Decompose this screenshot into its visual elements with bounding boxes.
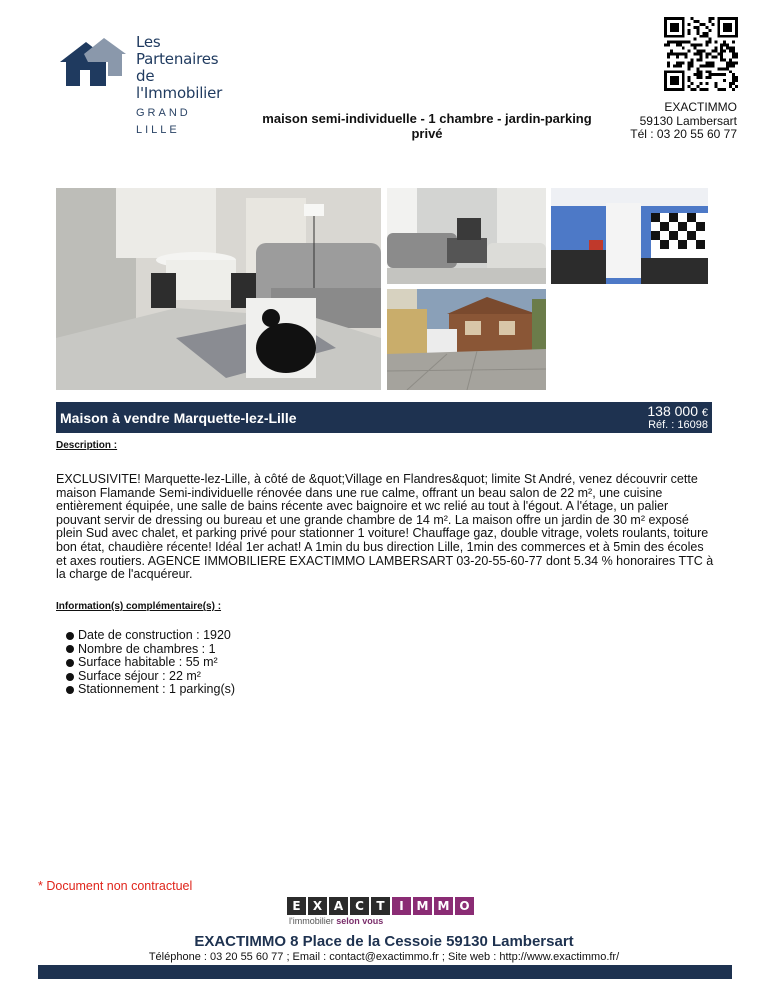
bullet-icon [66, 673, 74, 681]
footer-bar [38, 965, 732, 979]
listing-price [647, 403, 708, 419]
logo-line-2: de l'Immobilier [136, 67, 223, 102]
qr-code [664, 17, 738, 91]
logo-letter-tile: I [392, 897, 411, 915]
description-heading: Description : [56, 440, 118, 451]
disclaimer: * Document non contractuel [38, 879, 193, 893]
listing-banner [56, 402, 712, 433]
logo-letter-tile: C [350, 897, 369, 915]
list-item: Date de construction : 1920 [66, 629, 235, 643]
footer-agency-line: EXACTIMMO 8 Place de la Cessoie 59130 Lambersart [194, 933, 574, 950]
price-currency: € [701, 407, 708, 419]
bullet-icon [66, 645, 74, 653]
logo-letter-tile: T [371, 897, 390, 915]
agency-header-block [630, 101, 737, 142]
agency-name: EXACTIMMO [664, 100, 737, 114]
logo-letter-tile: M [413, 897, 432, 915]
bullet-icon [66, 659, 74, 667]
list-item: Nombre de chambres : 1 [66, 643, 235, 657]
photo-garden-chalet[interactable] [387, 289, 546, 390]
photo-kitchen[interactable] [551, 188, 708, 284]
logo-line-1: Les Partenaires [136, 33, 219, 68]
agency-city: 59130 Lambersart [639, 113, 737, 128]
photo-living-room[interactable] [387, 188, 546, 284]
photo-main-living-room[interactable] [56, 188, 381, 390]
info-heading: Information(s) complémentaire(s) : [56, 601, 222, 612]
list-item: Surface séjour : 22 m² [66, 670, 235, 684]
list-item: Stationnement : 1 parking(s) [66, 683, 235, 697]
logo-line-3: GRAND LILLE [136, 107, 191, 136]
exactimmo-tagline: l'immobilier selon vous [289, 916, 384, 926]
house-logo-icon [56, 36, 130, 88]
bullet-icon [66, 632, 74, 640]
list-item: Surface habitable : 55 m² [66, 656, 235, 670]
exactimmo-logo [287, 897, 476, 926]
logo-letter-tile: O [455, 897, 474, 915]
description-text: EXCLUSIVITE! Marquette-lez-Lille, à côté de &quot;Village en Flandres&quot; limite St André, venez découvrir cette maison Flamande Semi-individuelle rénovée dans une rue calme, offrant un beau salon de 22 m², une cuisine entièrement équipée, une salle de bains récente avec baignoire et wc relié au tout à l'égout. A l'étage, un palier pouvant servir de dressing ou bureau et une grande chambre de 14 m². La maison offre un jardin de 30 m² exposé plein Sud avec chalet, et parking privé pour stationner 1 voiture! Chauffage gaz, double vitrage, volets roulants, toiture bon état, chaudière récente! Idéal 1er achat! A 1min du bus direction Lille, 1min des commerces et à 5min des écoles et axes routiers. AGENCE IMMOBILIERE EXACTIMMO LAMBERSART 03-20-55-60-77 dont 5.34 % honoraires TTC à la charge de l'acquéreur. [56, 472, 714, 582]
exactimmo-letters [287, 897, 476, 915]
logo-letter-tile: M [434, 897, 453, 915]
price-value: 138 000 [647, 403, 698, 419]
logo-letter-tile: X [308, 897, 327, 915]
banner-title: Maison à vendre Marquette-lez-Lille [60, 410, 297, 426]
agency-phone: Tél : 03 20 55 60 77 [630, 127, 737, 141]
logo-letter-tile: E [287, 897, 306, 915]
listing-reference: Réf. : 16098 [648, 419, 708, 431]
bullet-icon [66, 686, 74, 694]
footer-contact-line: Téléphone : 03 20 55 60 77 ; Email : contact@exactimmo.fr ; Site web : http://www.exactimmo.fr/ [148, 951, 620, 963]
agency-logo [56, 33, 236, 136]
info-list [66, 629, 235, 697]
logo-letter-tile: A [329, 897, 348, 915]
listing-title: maison semi-individuelle - 1 chambre - jardin-parking privé [262, 111, 592, 141]
